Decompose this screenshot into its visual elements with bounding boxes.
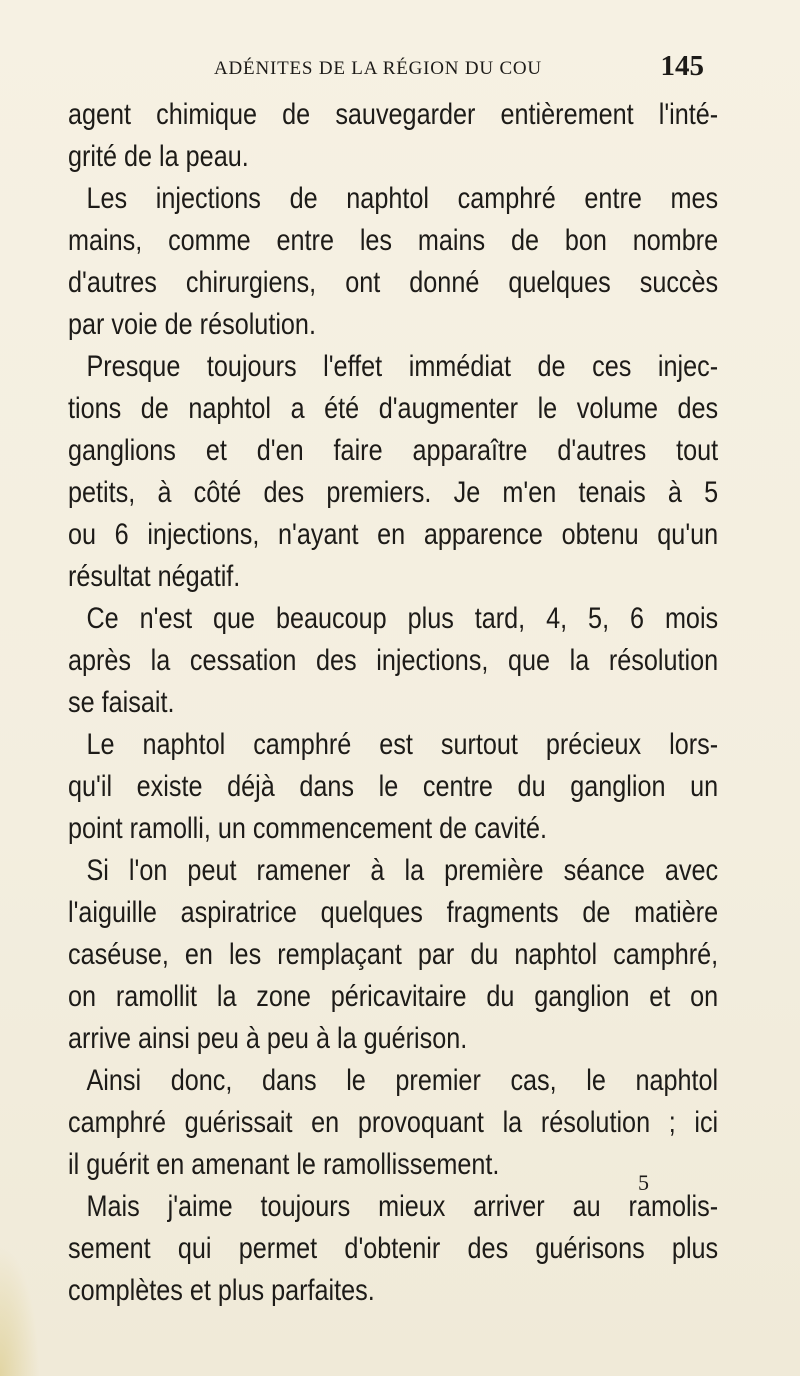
text-line: Ce n'est que beaucoup plus tard, 4, 5, 6 mois (86, 602, 719, 635)
text-line: petits, à côté des premiers. Je m'en tenais à 5 (68, 476, 719, 509)
body-text (68, 94, 718, 1312)
text-line: par voie de résolution. (68, 308, 316, 341)
text-line: il guérit en amenant le ramollissement. (68, 1148, 500, 1181)
text-line: qu'il existe déjà dans le centre du ganglion un (68, 770, 719, 803)
text-line: Si l'on peut ramener à la première séance avec (86, 854, 719, 887)
text-line: complètes et plus parfaites. (68, 1274, 375, 1307)
text-line: tions de naphtol a été d'augmenter le volume des (68, 392, 719, 425)
text-line: après la cessation des injections, que la résolution (68, 644, 719, 677)
text-line: Mais j'aime toujours mieux arriver au ramolis- (86, 1190, 719, 1223)
text-line: Les injections de naphtol camphré entre mes (86, 182, 719, 215)
text-line: on ramollit la zone péricavitaire du ganglion et on (68, 980, 719, 1013)
text-line: sement qui permet d'obtenir des guérisons plus (68, 1232, 719, 1265)
signature-mark: 5 (638, 1170, 649, 1195)
text-line: ou 6 injections, n'ayant en apparence obtenu qu'un (68, 518, 719, 551)
text-line: mains, comme entre les mains de bon nombre (68, 224, 719, 257)
text-line: Le naphtol camphré est surtout précieux lors- (86, 728, 719, 761)
text-line: agent chimique de sauvegarder entièrement l'inté- (68, 98, 719, 131)
page-header (214, 50, 704, 86)
text-line: se faisait. (68, 686, 175, 719)
text-line: point ramolli, un commencement de cavité. (68, 812, 548, 845)
text-line: grité de la peau. (68, 140, 249, 173)
text-line: Presque toujours l'effet immédiat de ces injec- (86, 350, 719, 383)
text-line: ganglions et d'en faire apparaître d'autres tout (68, 434, 719, 467)
text-line: caséuse, en les remplaçant par du naphtol camphré, (68, 938, 719, 971)
text-line: l'aiguille aspiratrice quelques fragments de matière (68, 896, 719, 929)
running-head: ADÉNITES DE LA RÉGION DU COU (214, 58, 542, 79)
text-line: Ainsi donc, dans le premier cas, le naphtol (86, 1064, 719, 1097)
text-line: camphré guérissait en provoquant la résolution ; ici (68, 1106, 719, 1139)
text-line: d'autres chirurgiens, ont donné quelques succès (68, 266, 719, 299)
page-number: 145 (660, 50, 704, 82)
text-line: arrive ainsi peu à peu à la guérison. (68, 1022, 468, 1055)
page-stain (0, 1246, 40, 1376)
text-line: résultat négatif. (68, 560, 241, 593)
